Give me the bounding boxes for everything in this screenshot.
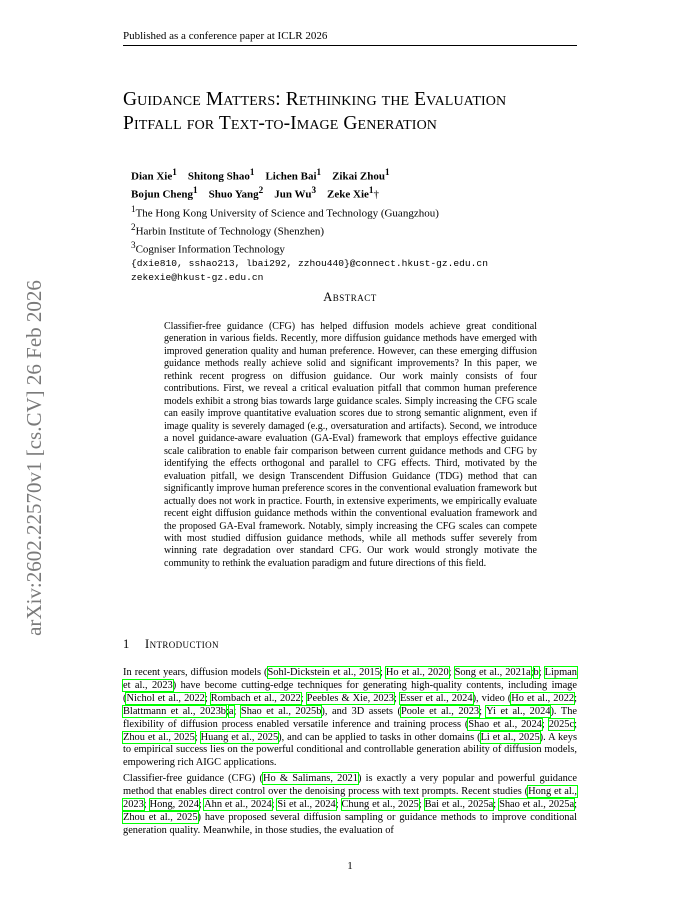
affiliation xyxy=(131,221,488,239)
affiliation xyxy=(131,203,488,221)
author-name: Dian Xie xyxy=(131,170,173,183)
citation-link[interactable]: Chung et al., 2025 xyxy=(341,798,419,810)
author-block xyxy=(131,166,488,284)
section-number: 1 xyxy=(123,637,130,651)
abstract-body: Classifier-free guidance (CFG) has helped diffusion models achieve great conditional generation in various fields. Recently, more diffusion guidance methods have emerged with improved generation quality and human preference. However, can these emerging diffusion guidance methods really achieve solid and significant improvements? In this paper, we rethink recent progress on diffusion guidance. Our work mainly consists of four contributions. First, we reveal a critical evaluation pitfall that common human preference models exhibit a strong bias towards large guidance scales. Simply increasing the CFG scale can easily improve quantitative evaluation scores due to strong semantic alignment, even if image quality is severely damaged (e.g., oversaturation and artifacts). Second, we introduce a novel guidance-aware evaluation (GA-Eval) framework that employs effective guidance scale calibration to enable fair comparison between current guidance methods and CFG by identifying the effects orthogonal and parallel to CFG effects. Third, motivated by the evaluation pitfall, we design Transcendent Diffusion Guidance (TDG) method that can significantly improve human preference scores in the conventional evaluation framework but actually does not work in practice. Fourth, in extensive experiments, we empirically evaluate recent eight diffusion guidance methods within the conventional evaluation framework and the proposed GA-Eval framework. Notably, simply increasing the CFG scales can compete with most studied diffusion guidance methods, while all methods suffer severely from winning rate degradation over standard CFG. Our work would strongly motivate the community to rethink the evaluation paradigm and future directions of this field. xyxy=(164,321,537,569)
citation-link[interactable]: Shao et al., 2024 xyxy=(468,718,542,730)
citation-link[interactable]: a xyxy=(228,705,234,717)
citation-link[interactable]: Nichol et al., 2022 xyxy=(126,692,205,704)
citation-link[interactable]: Ahn et al., 2024 xyxy=(204,798,272,810)
author-affil-mark: 1 xyxy=(193,185,198,196)
arxiv-stamp: arXiv:2602.22570v1 [cs.CV] 26 Feb 2026 xyxy=(22,280,46,636)
citation-link[interactable]: Song et al., 2021a xyxy=(454,667,531,678)
paragraph-text: ; xyxy=(530,667,534,678)
affiliation-mark: 2 xyxy=(131,221,136,232)
corresponding-mark: † xyxy=(373,188,379,201)
email-line: {dxie810, sshao213, lbai292, zzhou440}@connect.hkust-gz.edu.cn xyxy=(131,258,488,270)
section-title: Introduction xyxy=(145,637,219,651)
paragraph-text: ; xyxy=(198,798,205,810)
header-rule xyxy=(123,45,577,46)
paragraph-text: ). A keys to empirical success lies on the powerful conditional and controllable generation ability of diffusion models, empowering rich AIGC applications. xyxy=(123,731,578,769)
paragraph-text: ; xyxy=(574,798,577,810)
paragraph-text: ; xyxy=(226,705,229,717)
author-affil-mark: 1 xyxy=(384,167,390,177)
citation-link[interactable]: Hong, 2024 xyxy=(149,798,199,810)
citation-link[interactable]: Sohl-Dickstein et al., 2015 xyxy=(267,667,380,678)
paragraph-text: ; xyxy=(143,798,150,810)
citation-link[interactable]: Poole et al., 2023 xyxy=(400,705,480,717)
author-name: Zeke Xie xyxy=(327,188,369,201)
paragraph-text: ), and can be applied to tasks in other domains ( xyxy=(278,731,481,743)
citation-link[interactable]: Ho & Salimans, 2021 xyxy=(263,773,358,784)
author-row-1 xyxy=(131,166,488,184)
paragraph-text: ; xyxy=(271,798,278,810)
citation-link[interactable]: Shao et al., 2025a xyxy=(499,798,575,810)
intro-paragraph-1 xyxy=(123,667,577,770)
citation-link[interactable]: Zhou et al., 2025 xyxy=(123,731,195,743)
citation-link[interactable]: Si et al., 2024 xyxy=(277,798,336,810)
paragraph-text: ), and 3D assets ( xyxy=(321,705,401,717)
author-affil-mark: 1 xyxy=(316,167,322,177)
author-affil-mark: 1 xyxy=(249,167,255,177)
citation-link[interactable]: Rombach et al., 2022 xyxy=(210,692,301,704)
citation-link[interactable]: Esser et al., 2024 xyxy=(399,692,473,704)
author-name: Shitong Shao xyxy=(187,170,250,183)
paragraph-text: ; xyxy=(335,798,342,810)
running-header: Published as a conference paper at ICLR 2026 xyxy=(123,30,328,42)
citation-link[interactable]: b xyxy=(533,667,539,678)
paragraph-text: ) is exactly a very popular and powerful guidance method that enables direct control over the denoising process with text prompts. Recent studies ( xyxy=(123,773,577,797)
author-affil-mark: 1 xyxy=(172,167,177,177)
section-heading xyxy=(123,637,219,652)
author-name: Shuo Yang xyxy=(208,188,259,201)
paragraph-text: ; xyxy=(479,705,487,717)
citation-link[interactable]: Zhou et al., 2025 xyxy=(123,811,198,823)
citation-link[interactable]: Li et al., 2025 xyxy=(480,731,540,743)
paragraph-text: Classifier-free guidance (CFG) ( xyxy=(123,773,263,784)
paragraph-text: ; xyxy=(233,705,241,717)
author-affil-mark: 2 xyxy=(258,185,264,196)
author-row-2 xyxy=(131,184,488,202)
paragraph-text: ; xyxy=(394,692,400,704)
affiliation-name: The Hong Kong University of Science and Technology (Guangzhou) xyxy=(135,207,439,220)
title-line-1: Guidance Matters: Rethinking the Evaluation xyxy=(123,89,507,110)
citation-link[interactable]: Yi et al., 2024 xyxy=(486,705,551,717)
affiliation-name: Cogniser Information Technology xyxy=(135,243,285,256)
paragraph-text: ), video ( xyxy=(472,692,512,704)
author-affil-mark: 3 xyxy=(311,185,317,196)
citation-link[interactable]: Shao et al., 2025b xyxy=(240,705,322,717)
citation-link[interactable]: Blattmann et al., 2023b xyxy=(123,705,226,717)
paragraph-text: ; xyxy=(493,798,500,810)
paragraph-text: ; xyxy=(574,692,577,704)
paragraph-text: ; xyxy=(204,692,211,704)
paragraph-text: ; xyxy=(300,692,307,704)
paper-title xyxy=(123,88,583,136)
citation-link[interactable]: Hong et al., 2023 xyxy=(123,785,577,810)
author-name: Bojun Cheng xyxy=(131,188,194,201)
citation-link[interactable]: Huang et al., 2025 xyxy=(200,731,279,743)
citation-link[interactable]: Bai et al., 2025a xyxy=(424,798,494,810)
paragraph-text: ; xyxy=(538,667,545,678)
author-affil-mark: 1 xyxy=(368,185,374,196)
paragraph-text: ) have proposed several diffusion sampling or guidance methods to improve conditional generation quality. Meanwhile, in those studies, the evaluation of xyxy=(123,811,577,836)
paragraph-text: ; xyxy=(541,718,549,730)
citation-link[interactable]: Ho et al., 2020 xyxy=(385,667,449,678)
affiliation xyxy=(131,239,488,257)
author-name: Zikai Zhou xyxy=(332,170,385,183)
paragraph-text: ; xyxy=(379,667,386,678)
citation-link[interactable]: Peebles & Xie, 2023 xyxy=(306,692,395,704)
citation-link[interactable]: 2025c xyxy=(548,718,575,730)
author-name: Jun Wu xyxy=(274,188,312,201)
author-name: Lichen Bai xyxy=(265,170,317,183)
email-line: zekexie@hkust-gz.edu.cn xyxy=(131,271,264,283)
abstract-heading: Abstract xyxy=(323,290,377,304)
intro-paragraph-2 xyxy=(123,773,577,838)
paragraph-text: ; xyxy=(194,731,201,743)
paragraph-text: ; xyxy=(574,718,577,730)
title-line-2: Pitfall for Text-to-Image Generation xyxy=(123,113,437,134)
paragraph-text: ) have become cutting-edge techniques for generating high-quality contents, including image ( xyxy=(123,679,577,704)
citation-link[interactable]: Lipman et al., 2023 xyxy=(123,667,577,691)
affiliation-name: Harbin Institute of Technology (Shenzhen) xyxy=(135,225,325,238)
paragraph-text: ; xyxy=(418,798,425,810)
citation-link[interactable]: Ho et al., 2022 xyxy=(511,692,575,704)
affiliation-mark: 1 xyxy=(131,203,136,214)
paragraph-text: In recent years, diffusion models ( xyxy=(123,667,268,678)
paragraph-text: ; xyxy=(448,667,455,678)
page-number: 1 xyxy=(347,860,353,872)
affiliation-mark: 3 xyxy=(131,240,136,250)
paragraph-text: ). The flexibility of diffusion process enabled versatile inference and training process ( xyxy=(123,705,578,730)
